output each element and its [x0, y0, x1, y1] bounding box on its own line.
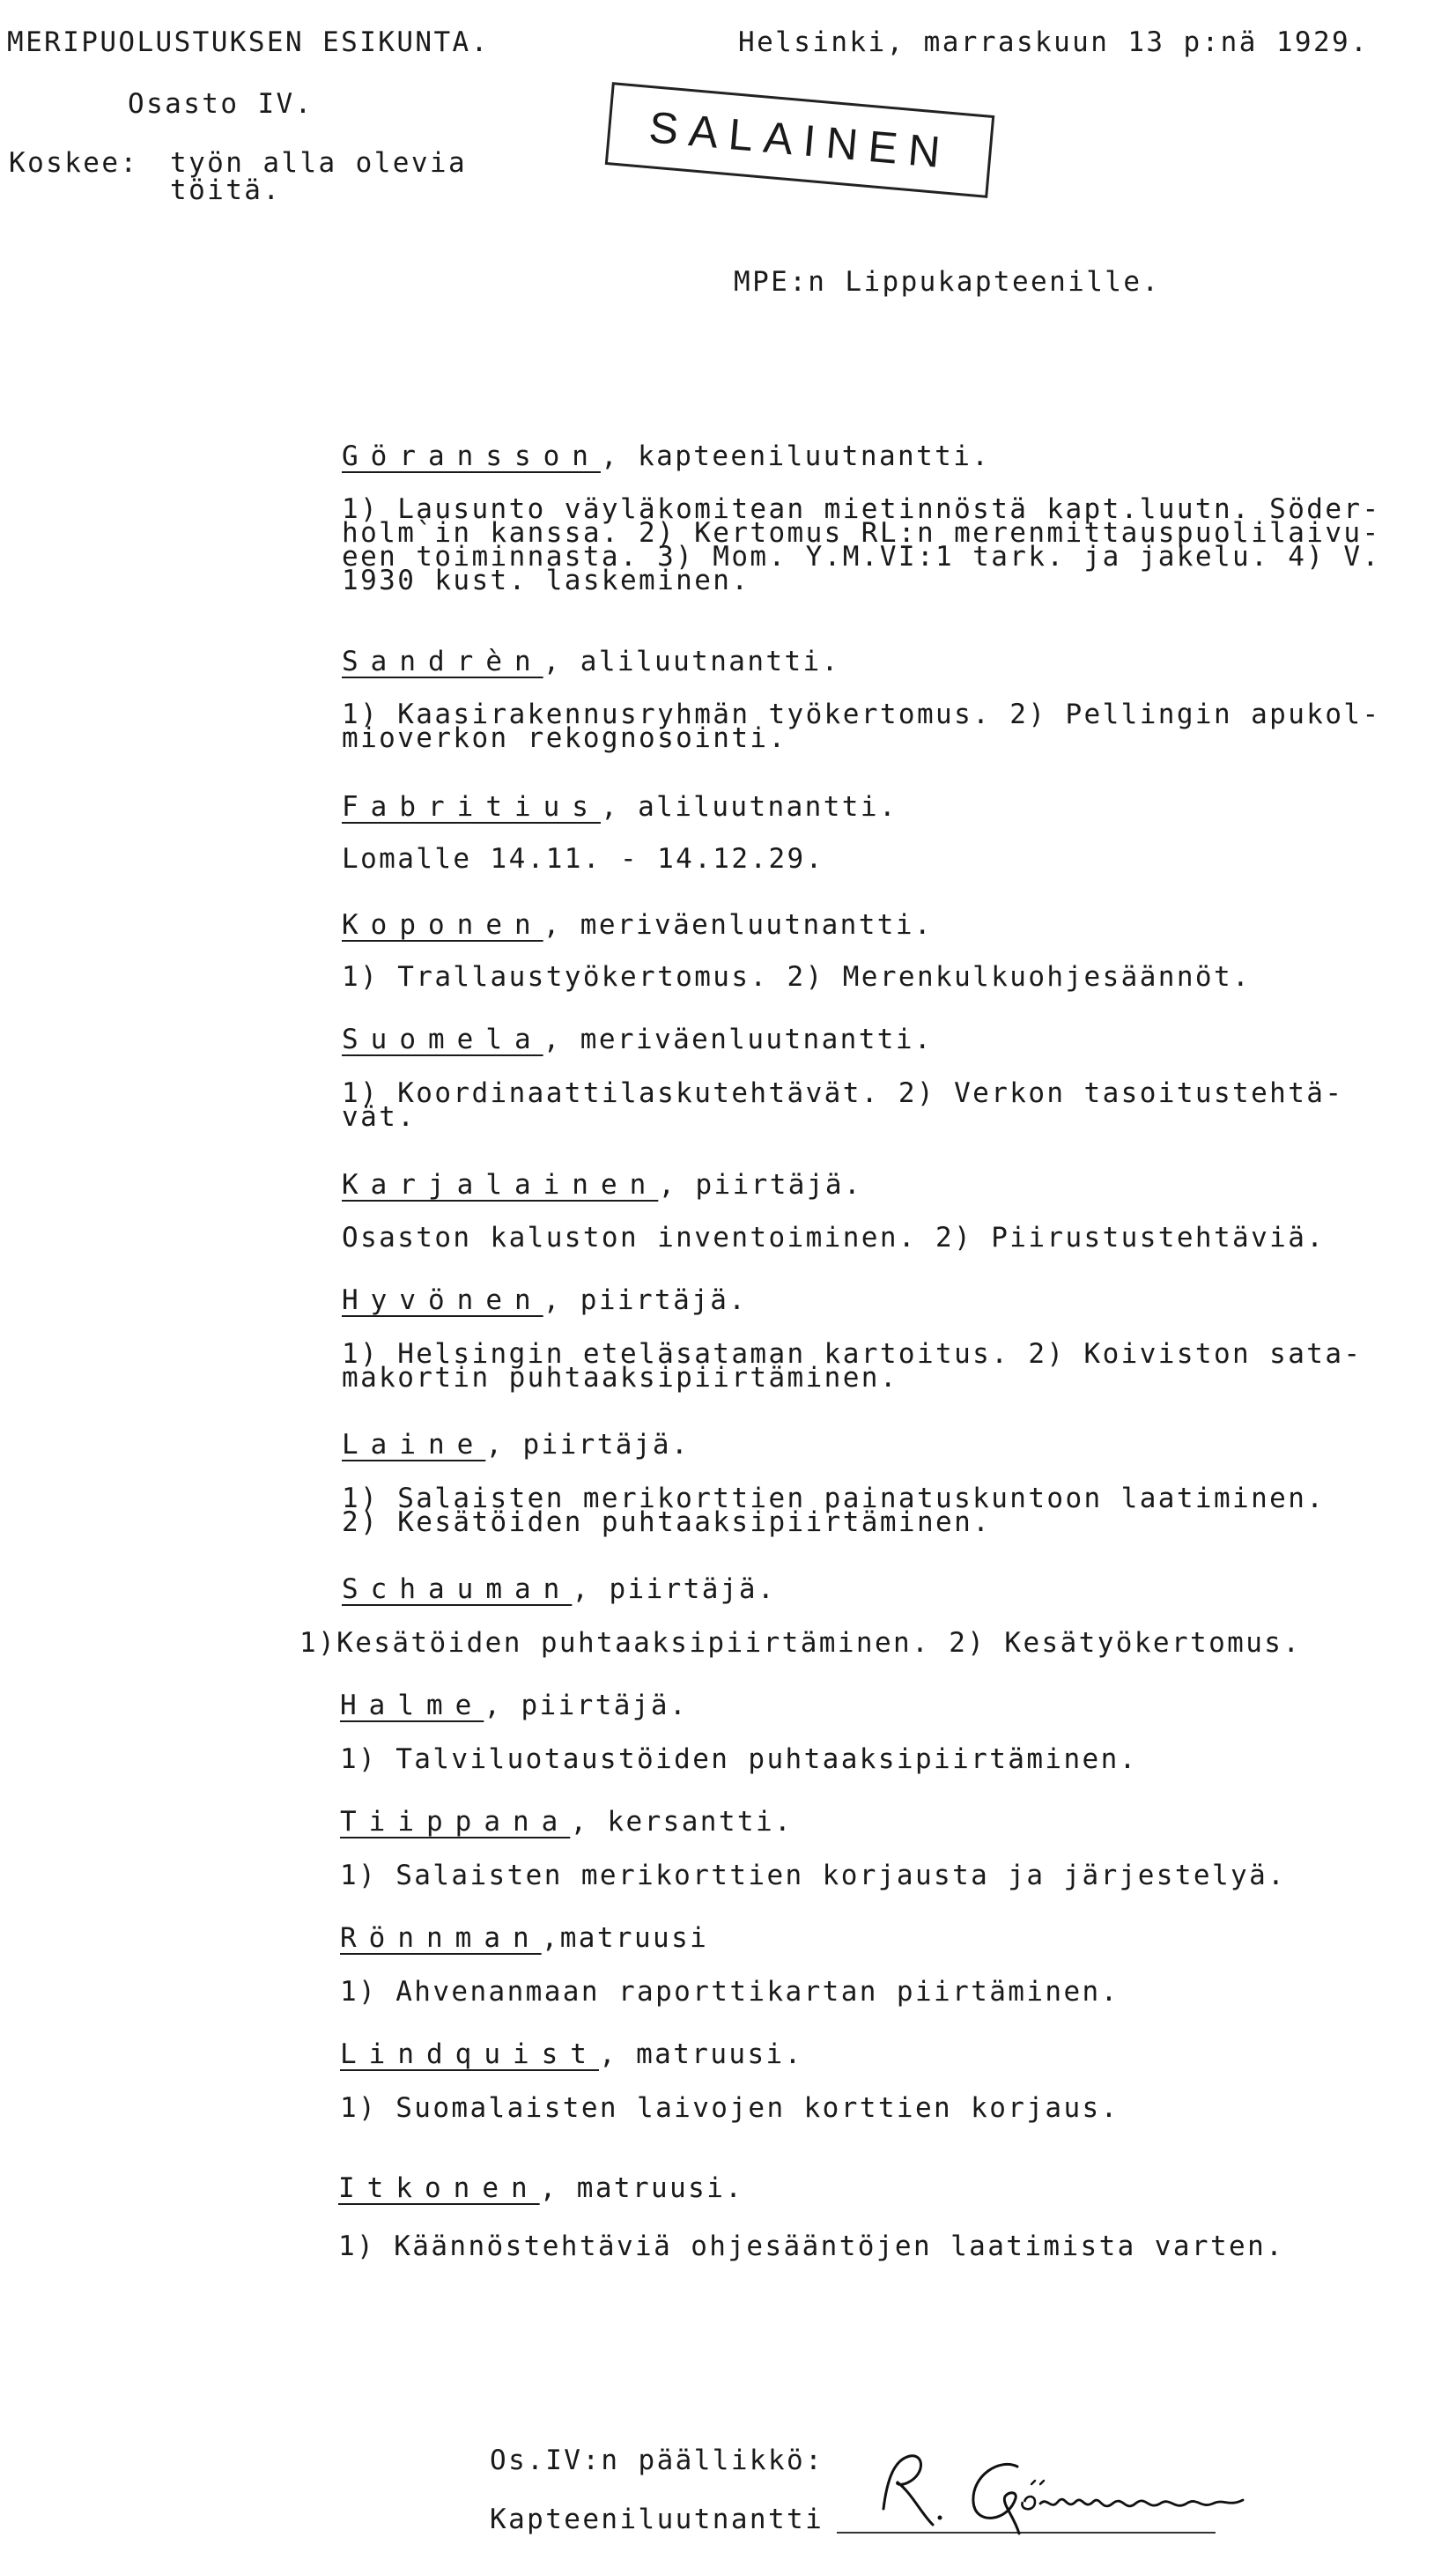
task-text: 1) Kaasirakennusryhmän työkertomus. 2) Pellingin apukol- mioverkon rekognosointi. — [342, 699, 1381, 754]
handwritten-signature — [868, 2440, 1273, 2537]
person-name: Lindquist — [340, 2038, 599, 2070]
person-name: Tiippana — [340, 1806, 571, 1838]
task-text: 1) Lausunto väyläkomitean mietinnöstä kapt.luutn. Söder- holm`in kanssa. 2) Kertomus RL:n merenmittauspuolilaivu- een toiminnasta. 3) Mom. Y.M.VI:1 tark. ja jakelu. 4) V. 1930 kust. laskeminen. — [342, 493, 1381, 596]
person-name: Göransson — [342, 440, 601, 472]
task-text: Osaston kaluston inventoiminen. 2) Piirustustehtäviä. — [342, 1222, 1326, 1254]
person-name: Fabritius — [342, 791, 601, 823]
entry-heading — [342, 791, 898, 823]
task-text: 1) Ahvenanmaan raporttikartan piirtäminen. — [340, 1976, 1120, 2008]
entry-heading — [342, 646, 840, 677]
entry-heading — [342, 440, 990, 472]
task-text: 1) Suomalaisten laivojen korttien korjaus. — [340, 2092, 1120, 2124]
entry-heading — [342, 909, 933, 941]
person-rank: , piirtäjä. — [485, 1429, 691, 1461]
person-rank: , meriväenluutnantti. — [543, 1024, 933, 1055]
person-name: Itkonen — [338, 2172, 540, 2204]
person-rank: , meriväenluutnantti. — [543, 909, 933, 941]
secret-stamp — [605, 82, 995, 198]
place-date: Helsinki, marraskuun 13 p:nä 1929. — [738, 26, 1370, 58]
person-rank: , aliluutnantti. — [600, 791, 898, 823]
subject-line-2: töitä. — [170, 174, 282, 206]
person-name: Sandrèn — [342, 646, 543, 677]
entry-heading — [342, 1169, 862, 1201]
task-text: 1) Talviluotaustöiden puhtaaksipiirtäminen. — [340, 1743, 1138, 1775]
department-label: Osasto IV. — [128, 88, 314, 120]
task-text: 1)Kesätöiden puhtaaksipiirtäminen. 2) Kesätyökertomus. — [299, 1627, 1302, 1659]
person-rank: , matruusi. — [598, 2038, 803, 2070]
secret-stamp-text: SALAINEN — [647, 102, 953, 178]
person-rank: , matruusi. — [539, 2172, 744, 2204]
task-text: Lomalle 14.11. - 14.12.29. — [342, 843, 824, 875]
organization-heading: MERIPUOLUSTUKSEN ESIKUNTA. — [7, 26, 490, 58]
entry-heading — [342, 1429, 690, 1461]
task-text: 1) Koordinaattilaskutehtävät. 2) Verkon tasoitustehtä- vät. — [342, 1077, 1344, 1133]
entry-heading — [340, 2038, 803, 2070]
person-rank: , piirtäjä. — [572, 1573, 777, 1605]
person-name: Hyvönen — [342, 1284, 543, 1316]
entry-heading — [342, 1573, 776, 1605]
person-rank: , kersantti. — [570, 1806, 794, 1838]
entry-heading — [338, 2172, 743, 2204]
person-name: Koponen — [342, 909, 543, 941]
entry-heading — [340, 1806, 793, 1838]
task-text: 1) Salaisten merikorttien painatuskuntoon laatiminen. 2) Kesätöiden puhtaaksipiirtäminen. — [342, 1483, 1326, 1538]
task-text: 1) Helsingin eteläsataman kartoitus. 2) Koiviston sata- makortin puhtaaksipiirtäminen. — [342, 1338, 1363, 1394]
person-name: Halme — [340, 1690, 484, 1721]
person-rank: , piirtäjä. — [658, 1169, 863, 1201]
subject-line-1: työn alla olevia — [170, 147, 468, 179]
person-rank: , kapteeniluutnantti. — [600, 440, 991, 472]
subject-label: Koskee: — [9, 147, 139, 179]
task-text: 1) Salaisten merikorttien korjausta ja järjestelyä. — [340, 1860, 1287, 1891]
person-name: Rönnman — [340, 1922, 542, 1954]
entry-heading — [340, 1690, 688, 1721]
entry-heading — [340, 1922, 708, 1954]
chief-label: Os.IV:n päällikkö: — [490, 2445, 824, 2476]
task-text: 1) Trallaustyökertomus. 2) Merenkulkuohjesäännöt. — [342, 961, 1252, 993]
signer-rank: Kapteeniluutnantti — [490, 2504, 824, 2535]
person-name: Suomela — [342, 1024, 543, 1055]
person-rank: ,matruusi — [541, 1922, 709, 1954]
entry-heading — [342, 1024, 933, 1055]
person-rank: , piirtäjä. — [484, 1690, 689, 1721]
task-text: 1) Käännöstehtäviä ohjesääntöjen laatimista varten. — [338, 2230, 1285, 2262]
person-name: Schauman — [342, 1573, 573, 1605]
person-rank: , piirtäjä. — [543, 1284, 748, 1316]
person-rank: , aliluutnantti. — [543, 646, 840, 677]
person-name: Laine — [342, 1429, 486, 1461]
entry-heading — [342, 1284, 747, 1316]
recipient: MPE:n Lippukapteenille. — [734, 266, 1161, 298]
person-name: Karjalainen — [342, 1169, 659, 1201]
